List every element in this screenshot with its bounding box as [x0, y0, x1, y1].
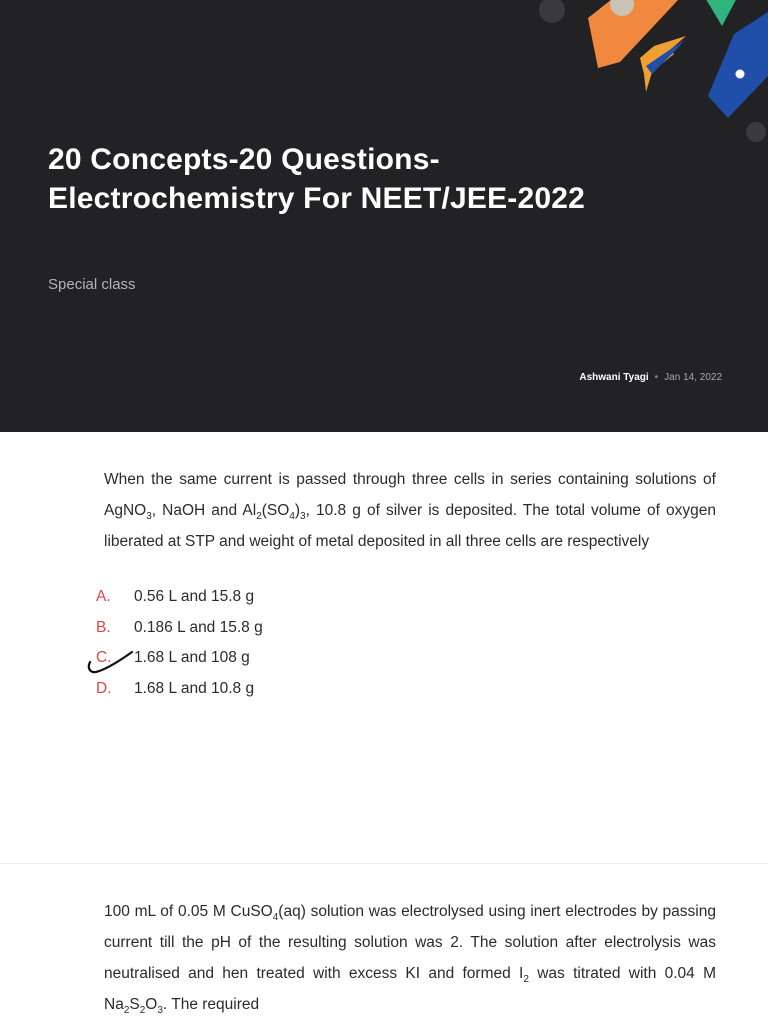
question-1-text: When the same current is passed through three cells in series containing solutions of AgNO$_3$, NaOH and $Al_2(SO_4)_3$, 10.8 g of silver is deposited. The total volume of oxygen liberated at STP and weight of metal deposited in all three cells are respectively	[104, 471, 717, 550]
pen-nib-icon	[708, 12, 768, 118]
section-divider	[0, 863, 768, 864]
pen-nib-dot-icon	[736, 70, 745, 79]
option-letter: A.	[96, 588, 111, 605]
deco-circle-left	[539, 0, 565, 23]
option-text: 1.68 L and 10.8 g	[134, 679, 255, 697]
meta-separator: •	[654, 372, 659, 383]
option-text: 0.56 L and 15.8 g	[134, 588, 255, 605]
class-subtitle: Special class	[48, 276, 136, 293]
header-banner	[0, 0, 768, 432]
option-text: 1.68 L and 108 g	[134, 649, 250, 666]
option-letter: D.	[96, 679, 112, 697]
class-title: 20 Concepts-20 Questions-Electrochemistry For NEET/JEE-2022	[48, 143, 586, 215]
author-name[interactable]: Ashwani Tyagi	[579, 372, 649, 383]
class-meta	[579, 372, 722, 383]
option-letter: C.	[96, 649, 112, 666]
leaf-icon	[704, 0, 738, 26]
handwritten-tick-mark-icon	[84, 648, 138, 678]
decorative-illustration	[528, 0, 768, 150]
option-a[interactable]	[96, 588, 263, 619]
option-text: 0.186 L and 15.8 g	[134, 618, 263, 636]
option-b[interactable]	[96, 619, 263, 650]
option-d[interactable]	[96, 680, 263, 711]
deco-circle-right	[746, 122, 766, 142]
class-date: Jan 14, 2022	[664, 372, 722, 383]
option-letter: B.	[96, 618, 111, 636]
question-2-text: 100 mL of 0.05 M CuSO$_4$(aq) solution was electrolysed using inert electrodes by passing current till the pH of the resulting solution was 2. The solution after electrolysis was neutralised and hen treated with excess KI and formed $I_2$ was titrated with 0.04 M $Na_2S_2O_3$. The required	[104, 903, 717, 1016]
